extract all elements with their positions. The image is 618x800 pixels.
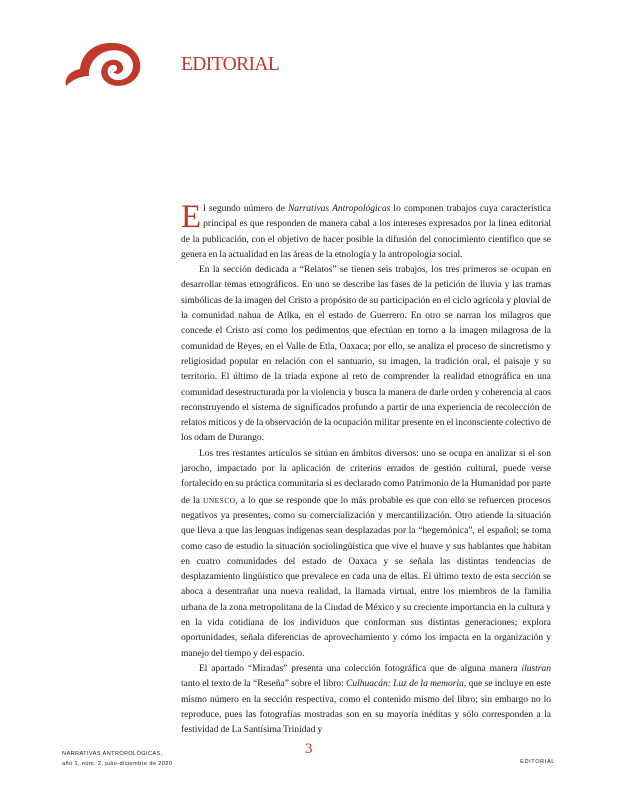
paragraph-3: Los tres restantes artículos se sitúan en ámbitos diversos: uno se ocupa en analizar si el son jarocho, impactado por la aplicación de criterios errados de gestión cultural, puede verse fortalecido en su práctica comunitaria si es declarado como Patrimonio de la Humanidad por parte de la UNESCO, a lo que se responde que lo más probable es que con ello se refuercen procesos negativos ya presentes, como su comercialización y mercantilización. Otro atiende la situación que lleva a que las lenguas indígenas sean desplazadas por la “hegemónica”, el español; se toma como caso de estudio la situación sociolingüística que vive el huave y sus hablantes que habitan en cuatro comunidades del estado de Oaxaca y se señala las distintas tendencias de desplazamiento lingüístico que prevalece en cada una de ellas. El último texto de esta sección se aboca a desentrañar una nueva realidad, la llamada virtual, entre los miembros de la familia urbana de la zona metropolitana de la Ciudad de México y su creciente importancia en la cultura y en la vida cotidiana de los individuos que conforman sus distintas generaciones; explora oportunidades, señala diferencias de aprovechamiento y cómo los impacta en la organización y manejo del tiempo y del espacio.	[181, 448, 551, 659]
journal-title-italic: Narrativas Antropológicas	[287, 204, 391, 214]
spiral-logo	[62, 38, 144, 94]
paragraph-1: El segundo número de Narrativas Antropológicas lo componen trabajos cuya característica principal es que responden de manera cabal a los intereses expresados por la línea editorial de la publicación, con el objetivo de hacer posible la difusión del conocimiento científico que se genera en la actualidad en las áreas de la etnología y la antropología social.	[181, 199, 551, 260]
drop-cap: E	[181, 199, 202, 235]
editorial-body	[181, 199, 551, 738]
journal-name: NARRATIVAS ANTROPOLÓGICAS,	[62, 751, 163, 757]
page-title: EDITORIAL	[181, 54, 280, 75]
journal-footer	[62, 749, 172, 769]
section-label: EDITORIAL	[520, 759, 555, 765]
paragraph-4: El apartado “Miradas” presenta una colección fotográfica que de alguna manera ilustran tanto el texto de la “Reseña” sobre el libro: Culhuacán: Luz de la memoria, que se incluye en este mismo número en la sección respectiva, como el contenido mismo del libro; sin embargo no lo reproduce, pues las fotografías mostradas son en su mayoría inéditas y sólo corresponden a la festividad de La Santísima Trinidad y	[181, 663, 551, 736]
page-number: 3	[305, 741, 313, 757]
issue-info: año 1, núm. 2, julio-diciembre de 2020	[62, 761, 173, 767]
book-title-italic: Culhuacán: Luz de la memoria	[346, 679, 464, 690]
unesco-acronym: UNESCO	[203, 495, 236, 505]
paragraph-2: En la sección dedicada a “Relatos” se tienen seis trabajos, los tres primeros se ocupan en desarrollar temas etnográficos. En uno se describe las fases de la petición de lluvia y las tramas simbólicas de la imagen del Cristo a propósito de su participación en el ciclo agrícola y pluvial de la comunidad nahua de Atlka, en el estado de Guerrero. En otro se narran los milagros que concede el Cristo así como los pedimentos que efectúan en torno a la imagen milagrosa de la comunidad de Reyes, en el Valle de Etla, Oaxaca; por ello, se analiza el proceso de sincretismo y religiosidad popular en relación con el santuario, su imagen, la tradición oral, el paisaje y su territorio. El último de la tríada expone al reto de comprender la realidad etnográfica en una comunidad desestructurada por la violencia y busca la manera de darle orden y coherencia al caos reconstruyendo el sistema de significados profundo a partir de una experiencia de recolección de relatos míticos y de la observación de la ocupación militar presente en el inconsciente colectivo de los odam de Durango.	[181, 265, 551, 444]
